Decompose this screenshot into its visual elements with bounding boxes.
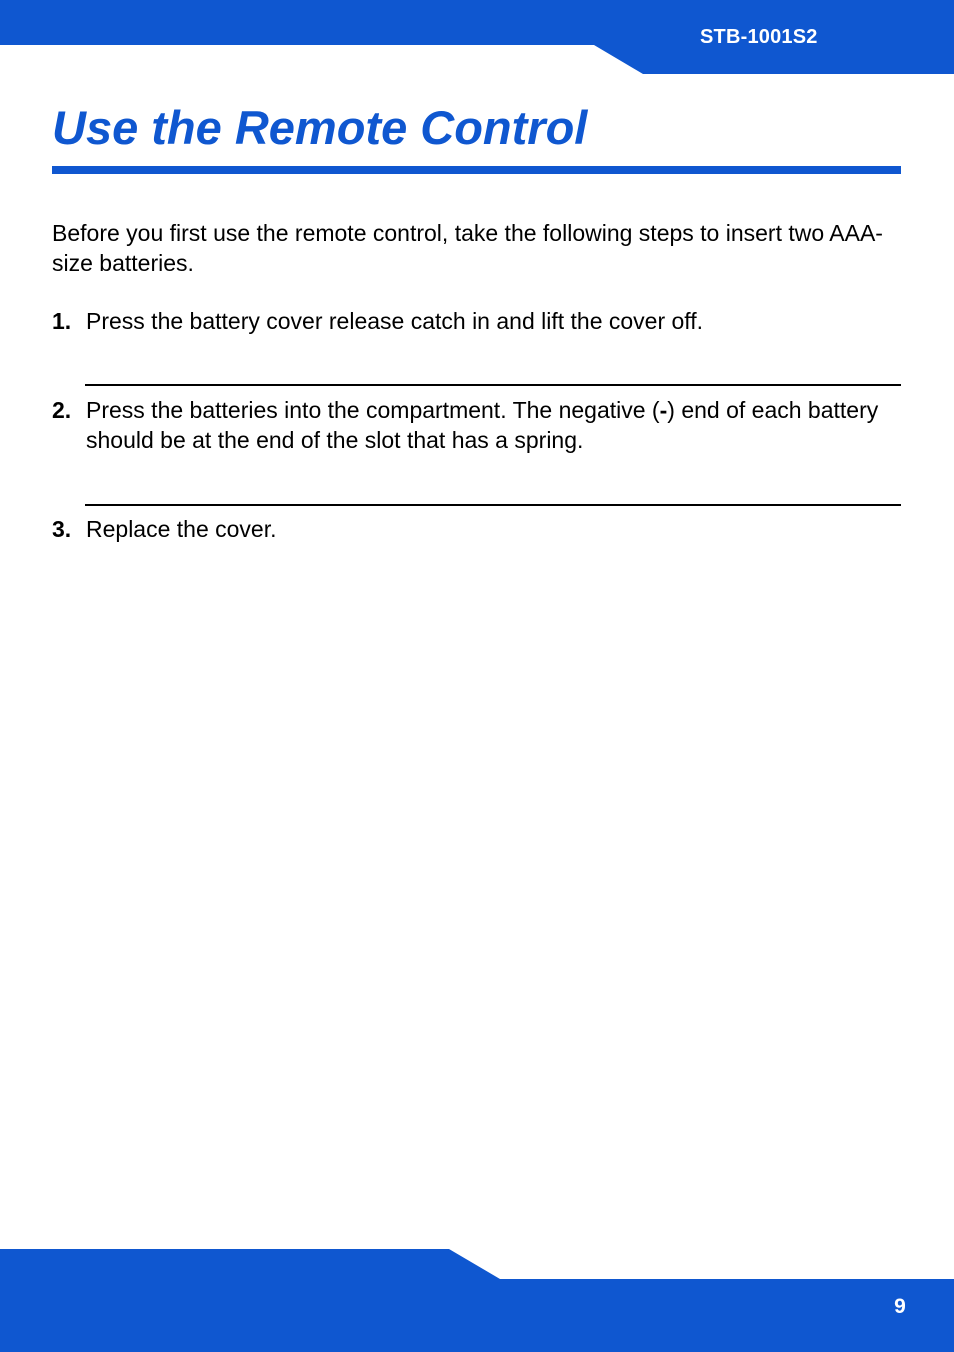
page-number: 9 <box>894 1295 906 1318</box>
title-underline <box>52 166 901 174</box>
step-divider <box>85 504 901 506</box>
step-number: 1. <box>52 308 72 334</box>
step-text-start: Press the batteries into the compartment. The negative ( <box>86 397 660 423</box>
step-text: Press the battery cover release catch in and lift the cover off. <box>86 308 704 334</box>
negative-sign: - <box>659 397 668 423</box>
step-divider <box>85 384 901 386</box>
step-text: Replace the cover. <box>86 516 277 542</box>
intro-paragraph: Before you first use the remote control, take the following steps to insert two AAA-size batteries. <box>52 220 883 276</box>
step-text-end: ) end of each battery should be at the end of the slot that has a spring. <box>86 397 879 453</box>
step-number: 2. <box>52 397 72 423</box>
footer-band <box>0 1249 954 1352</box>
page-title: Use the Remote Control <box>52 101 588 154</box>
step-text <box>86 395 901 455</box>
model-label: STB-1001S2 <box>700 26 818 48</box>
step-number: 3. <box>52 516 72 542</box>
